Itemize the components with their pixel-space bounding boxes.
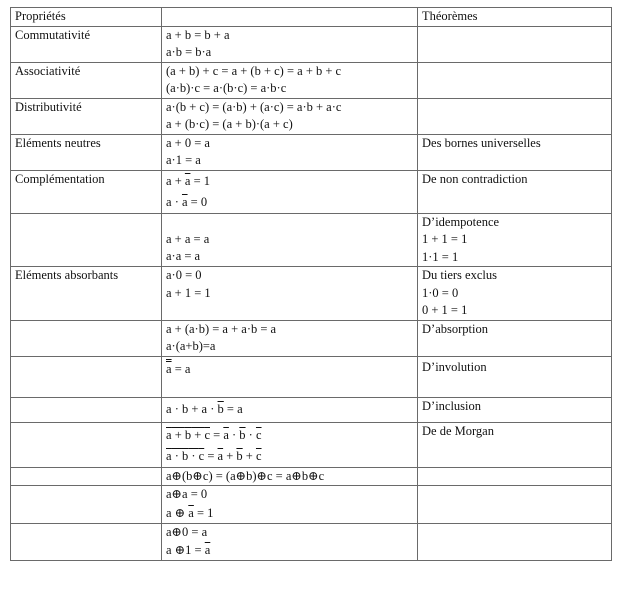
theorem-name: De de Morgan: [422, 423, 494, 438]
formula-cell: [162, 134, 418, 170]
theorem-name: D’involution: [422, 359, 487, 374]
formula-line: a·(b + c) = (a·b) + (a·c) = a·b + a·c: [166, 99, 342, 114]
table-row: [11, 26, 612, 62]
table-row: [11, 170, 612, 213]
table-row: [11, 98, 612, 134]
formula-line: (a·b)·c = a·(b·c) = a·b·c: [166, 81, 287, 95]
formula-line: a⊕a = 0: [166, 487, 208, 501]
formula-cell: [162, 467, 418, 486]
formula-cell: [162, 356, 418, 397]
formula-line: a + a = a: [166, 231, 210, 246]
theorem-name: D’inclusion: [422, 398, 482, 413]
theorem-name: D’idempotence: [422, 214, 500, 229]
formula-cell: [162, 170, 418, 213]
formula-cell: [162, 98, 418, 134]
theorem-cell: [418, 26, 612, 62]
formula-line: a + b = b + a: [166, 27, 230, 42]
formula-line: $a \cdot b + a \cdot \overline{b} = a$: [166, 401, 243, 416]
formula-line: a⊕0 = a: [166, 524, 208, 539]
theorem-cell: [418, 356, 612, 397]
theorem-name: Du tiers exclus: [422, 268, 497, 282]
formula-line: a ⊕ $\overline{a} = 1$: [166, 505, 214, 520]
property-name: [11, 422, 162, 467]
formula-line: a = a: [166, 361, 191, 376]
theorem-cell: [418, 523, 612, 561]
property-name: Eléments neutres: [11, 134, 162, 170]
table-row: [11, 397, 612, 422]
theorem-name: D’absorption: [422, 321, 488, 336]
property-name: [11, 356, 162, 397]
formula-line: a + (a·b) = a + a·b = a: [166, 321, 277, 336]
formula-cell: [162, 397, 418, 422]
theorem-cell: [418, 486, 612, 524]
formula-line: a·1 = a: [166, 153, 201, 167]
formula-cell: [162, 422, 418, 467]
theorem-cell: [418, 422, 612, 467]
formula-cell: [162, 26, 418, 62]
theorem-cell: [418, 62, 612, 98]
property-name: Eléments absorbants: [11, 267, 162, 321]
formula-line: a·a = a: [166, 249, 201, 263]
table-header-row: [11, 8, 612, 27]
theorem-cell: [418, 213, 612, 267]
theorem-line: 1 + 1 = 1: [422, 232, 468, 246]
formula-line: $a + b + c = \overline{a} \cdot \overline{b} \cdot \overline{c}$: [166, 427, 262, 442]
formula-cell: [162, 267, 418, 321]
formula-line: a·b = b·a: [166, 45, 212, 59]
theorem-cell: [418, 170, 612, 213]
table-row: [11, 356, 612, 397]
theorem-cell: [418, 467, 612, 486]
formula-line: a⊕(b⊕c) = (a⊕b)⊕c = a⊕b⊕c: [166, 468, 325, 483]
formula-cell: [162, 486, 418, 524]
theorem-name: Des bornes universelles: [422, 135, 541, 150]
table-row: [11, 134, 612, 170]
formula-line: a + 1 = 1: [166, 285, 211, 300]
property-name: [11, 467, 162, 486]
property-name: [11, 397, 162, 422]
formula-cell: [162, 523, 418, 561]
formula-cell: [162, 213, 418, 267]
formula-line: a·(a+b)=a: [166, 339, 216, 353]
property-name: Distributivité: [11, 98, 162, 134]
property-name: Associativité: [11, 62, 162, 98]
formula-line: a ⊕1 = $\overline{a}$: [166, 543, 211, 557]
property-name: [11, 213, 162, 267]
table-row: [11, 486, 612, 524]
formula-line: $a \cdot b \cdot c = \overline{a} + \overline{b} + \overline{c}$: [166, 448, 262, 463]
header-proprietes: Propriétés: [11, 8, 162, 27]
header-formulas: [162, 8, 418, 27]
formula-line: $a \cdot \overline{a} = 0$: [166, 194, 208, 209]
formula-line: a·0 = 0: [166, 268, 202, 282]
theorem-cell: [418, 397, 612, 422]
property-name: [11, 523, 162, 561]
property-name: Complémentation: [11, 170, 162, 213]
formula-line: $a + \overline{a} = 1$: [166, 173, 210, 188]
formula-line: (a + b) + c = a + (b + c) = a + b + c: [166, 63, 342, 78]
table-row: [11, 422, 612, 467]
header-theoremes: Théorèmes: [418, 8, 612, 27]
theorem-line: 0 + 1 = 1: [422, 303, 468, 317]
table-row: [11, 467, 612, 486]
theorem-line: 1·0 = 0: [422, 285, 459, 300]
table-row: [11, 267, 612, 321]
theorem-cell: [418, 134, 612, 170]
boolean-properties-table: [10, 7, 612, 561]
table-row: [11, 320, 612, 356]
formula-cell: [162, 320, 418, 356]
table-row: [11, 62, 612, 98]
formula-line: a + (b·c) = (a + b)·(a + c): [166, 117, 293, 131]
property-name: [11, 486, 162, 524]
theorem-cell: [418, 320, 612, 356]
formula-line: a + 0 = a: [166, 135, 210, 150]
theorem-cell: [418, 98, 612, 134]
table-row: [11, 213, 612, 267]
formula-cell: [162, 62, 418, 98]
property-name: [11, 320, 162, 356]
theorem-line: 1·1 = 1: [422, 249, 459, 264]
theorem-name: De non contradiction: [422, 171, 528, 186]
theorem-cell: [418, 267, 612, 321]
table-row: [11, 523, 612, 561]
property-name: Commutativité: [11, 26, 162, 62]
